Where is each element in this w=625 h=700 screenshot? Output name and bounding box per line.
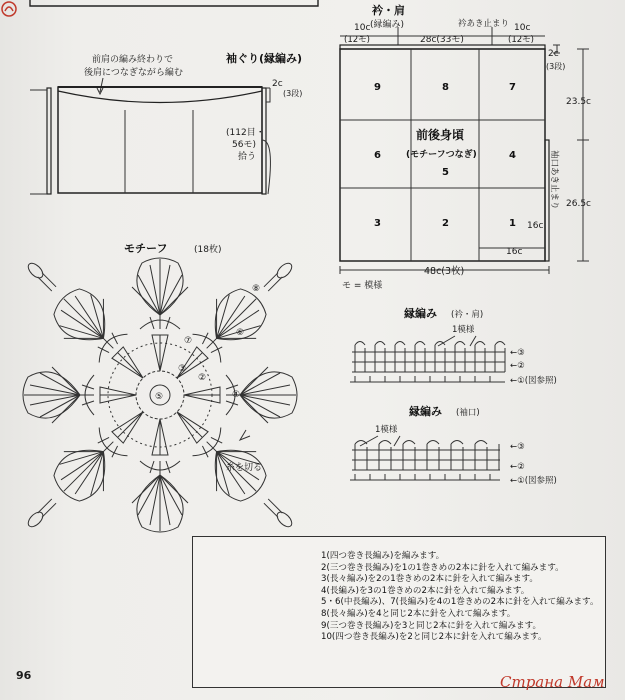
round-label-3: ③ [178,364,187,374]
watermark-logo-icon [0,0,18,18]
sleeve-shoulder-curve [58,91,262,103]
edge1-sub: (衿・肩) [451,310,484,320]
motif-title: モチーフ [124,242,168,255]
h-26-5: 26.5c [566,199,591,209]
cell-7: 7 [509,82,516,93]
body-width: 48c(3枚) [424,266,465,277]
cell-8: 8 [442,82,449,93]
edge1-stitches [350,342,505,383]
pickup-3: 拾う [238,152,257,162]
instruction-line: 1(四つ巻き長編み)を編みます。 [321,551,445,561]
motif-diagram [23,242,297,532]
pickup-1: (112目・ [226,128,265,138]
instruction-list [321,551,599,644]
motif-count: (18枚) [194,245,222,255]
h-16: 16c [527,221,544,231]
instruction-line: 10(四つ巻き長編み)を2と同じ2本に針を入れて編みます。 [321,632,547,643]
pickup-2: 56モ) [232,140,256,150]
motif-center-label: ⑤ [155,392,164,402]
center-width: 28c(33モ) [420,35,464,45]
cell-9: 9 [374,82,381,93]
cell-3: 3 [374,218,381,229]
edge2-stitches [350,441,500,481]
edge2-row3: ←③ [510,442,525,452]
edge1-repeat-lines [438,336,476,346]
right-3: (3段) [546,62,566,71]
round-label-6: ⑥ [236,328,245,338]
cell-4: 4 [509,150,516,161]
neck-title: 衿・肩 [372,4,405,17]
page-number: 96 [16,669,32,682]
round-label-4: ④ [232,390,241,400]
left-10c: 10c [354,23,371,33]
edge1-repeat: 1模様 [452,325,475,335]
right-10c: 10c [514,23,531,33]
instruction-line: 8(長々編み)を4と同じ2本に針を入れて編みます。 [321,608,516,619]
cell-2: 2 [442,218,449,229]
edge2-row2: ←② [510,462,525,472]
slit-top: 衿あき止まり [458,19,510,29]
body-diagram [340,3,591,291]
w-16: 16c [506,247,523,257]
instruction-line: 5・6(中長編み)、7(長編み)を4の1巻きめの2本に針を入れて編みます。 [321,597,599,608]
instruction-line: 3(長々編み)を2の1巻きめの2本に針を入れて編みます。 [321,574,538,585]
sleeve-rows: (3段) [283,89,303,98]
sleeve-2c: 2c [272,79,283,89]
sleeve-diagram [30,51,302,194]
edge2-repeat-lines [360,436,400,446]
instruction-line: 9(三つ巻き長編み)を3と同じ2本に針を入れて編みます。 [321,620,542,631]
edge2-title: 縁編み [409,405,442,418]
neck-sub: (縁編み) [370,20,405,30]
right-height-dim [577,49,589,261]
round-label-2: ② [198,373,207,383]
cut-arrow [240,430,250,440]
left-12: (12モ) [344,35,370,45]
edge-cuff-diagram [350,404,557,486]
instructions-box [192,536,606,688]
cell-5: 5 [442,167,449,178]
panel-title: 前後身頃 [416,128,465,142]
watermark: Страна Мам [500,673,605,691]
cut-yarn: 糸を切る [226,463,263,473]
sleeve-note-2: 後肩につなぎながら編む [84,68,183,78]
cuff-edging [545,140,549,261]
edge2-repeat: 1模様 [375,425,398,435]
h-23-5: 23.5c [566,97,591,107]
edge-neck-diagram [350,306,557,386]
sleeve-edge-left [47,88,51,194]
edge1-row2: ←② [510,361,525,371]
top-partial-box [30,0,318,6]
edge2-sub: (袖口) [456,408,480,418]
cuff-slit: 袖口あき止まり [549,150,559,210]
cell-6: 6 [374,150,381,161]
sleeve-note-1: 前肩の編み終わりで [92,55,174,65]
round-label-7: ⑦ [184,336,193,346]
panel-sub: (モチーフつなぎ) [406,150,477,160]
sleeve-2c-tick [266,88,270,102]
edge1-row1: ←①(図参照) [510,376,557,386]
edge1-row3: ←③ [510,348,525,358]
edge2-row1: ←①(図参照) [510,476,557,486]
legend: モ = 模様 [342,281,383,291]
edge1-title: 縁編み [404,307,437,320]
instruction-line: 4(長編み)を3の1巻きめの2本に針を入れて編みます。 [321,585,530,596]
motif-chart [23,258,297,532]
instruction-line: 2(三つ巻き長編み)を1の1巻きめの2本に針を入れて編みます。 [321,562,564,573]
sleeve-dim [30,90,47,194]
round-label-8: ⑧ [252,284,261,294]
cell-1: 1 [509,218,516,229]
sleeve-title: 袖ぐり(縁編み) [226,52,303,65]
right-12: (12モ) [508,35,534,45]
right-2c: 2c [548,49,559,59]
